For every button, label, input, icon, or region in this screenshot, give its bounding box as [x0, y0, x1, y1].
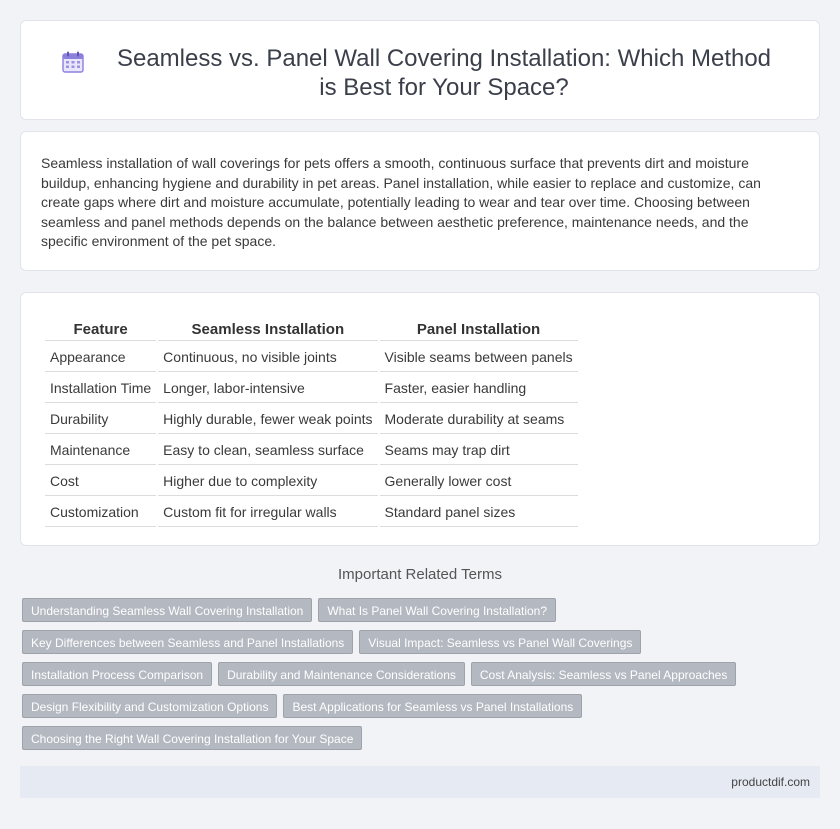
related-term-link[interactable]: Best Applications for Seamless vs Panel Installations [283, 694, 582, 718]
table-cell: Longer, labor-intensive [158, 374, 377, 403]
title-card [20, 20, 820, 120]
intro-card [20, 131, 820, 271]
table-row [45, 405, 578, 434]
related-term-link[interactable]: Choosing the Right Wall Covering Installation for Your Space [22, 726, 362, 750]
table-cell: Easy to clean, seamless surface [158, 436, 377, 465]
table-cell: Highly durable, fewer weak points [158, 405, 377, 434]
table-cell: Maintenance [45, 436, 156, 465]
table-cell: Higher due to complexity [158, 467, 377, 496]
table-row [45, 467, 578, 496]
related-term-link[interactable]: Key Differences between Seamless and Panel Installations [22, 630, 353, 654]
table-row [45, 343, 578, 372]
table-cell: Moderate durability at seams [380, 405, 578, 434]
table-cell: Seams may trap dirt [380, 436, 578, 465]
page-title: Seamless vs. Panel Wall Covering Installation: Which Method is Best for Your Space? [116, 45, 772, 101]
table-cell: Generally lower cost [380, 467, 578, 496]
related-term-link[interactable]: Understanding Seamless Wall Covering Installation [22, 598, 312, 622]
table-cell: Durability [45, 405, 156, 434]
table-cell: Continuous, no visible joints [158, 343, 377, 372]
footer-site-name: productdif.com [731, 775, 810, 789]
related-term-link[interactable]: Cost Analysis: Seamless vs Panel Approaches [471, 662, 736, 686]
table-row [45, 498, 578, 527]
comparison-table [43, 315, 580, 529]
table-cell: Installation Time [45, 374, 156, 403]
table-cell: Appearance [45, 343, 156, 372]
related-term-link[interactable]: Durability and Maintenance Considerations [218, 662, 465, 686]
table-cell: Cost [45, 467, 156, 496]
related-terms-list [22, 598, 822, 750]
table-row [45, 374, 578, 403]
related-term-link[interactable]: Design Flexibility and Customization Options [22, 694, 277, 718]
intro-paragraph: Seamless installation of wall coverings for pets offers a smooth, continuous surface that prevents dirt and moisture buildup, enhancing hygiene and durability in pet areas. Panel installation, while easier to replace and customize, can create gaps where dirt and moisture accumulate, potentially leading to wear and tear over time. Choosing between seamless and panel methods depends on the balance between aesthetic preference, maintenance needs, and the specific environment of the pet space. [41, 155, 761, 249]
related-term-link[interactable]: Visual Impact: Seamless vs Panel Wall Coverings [359, 630, 641, 654]
related-terms-heading: Important Related Terms [338, 566, 502, 583]
column-header-seamless: Seamless Installation [158, 317, 377, 341]
table-cell: Visible seams between panels [380, 343, 578, 372]
calendar-icon [61, 50, 85, 74]
comparison-card [20, 292, 820, 546]
related-term-link[interactable]: What Is Panel Wall Covering Installation? [318, 598, 556, 622]
column-header-panel: Panel Installation [380, 317, 578, 341]
table-row [45, 436, 578, 465]
table-cell: Standard panel sizes [380, 498, 578, 527]
table-cell: Customization [45, 498, 156, 527]
related-term-link[interactable]: Installation Process Comparison [22, 662, 212, 686]
table-cell: Faster, easier handling [380, 374, 578, 403]
footer [20, 766, 820, 798]
table-header-row [45, 317, 578, 341]
table-cell: Custom fit for irregular walls [158, 498, 377, 527]
column-header-feature: Feature [45, 317, 156, 341]
